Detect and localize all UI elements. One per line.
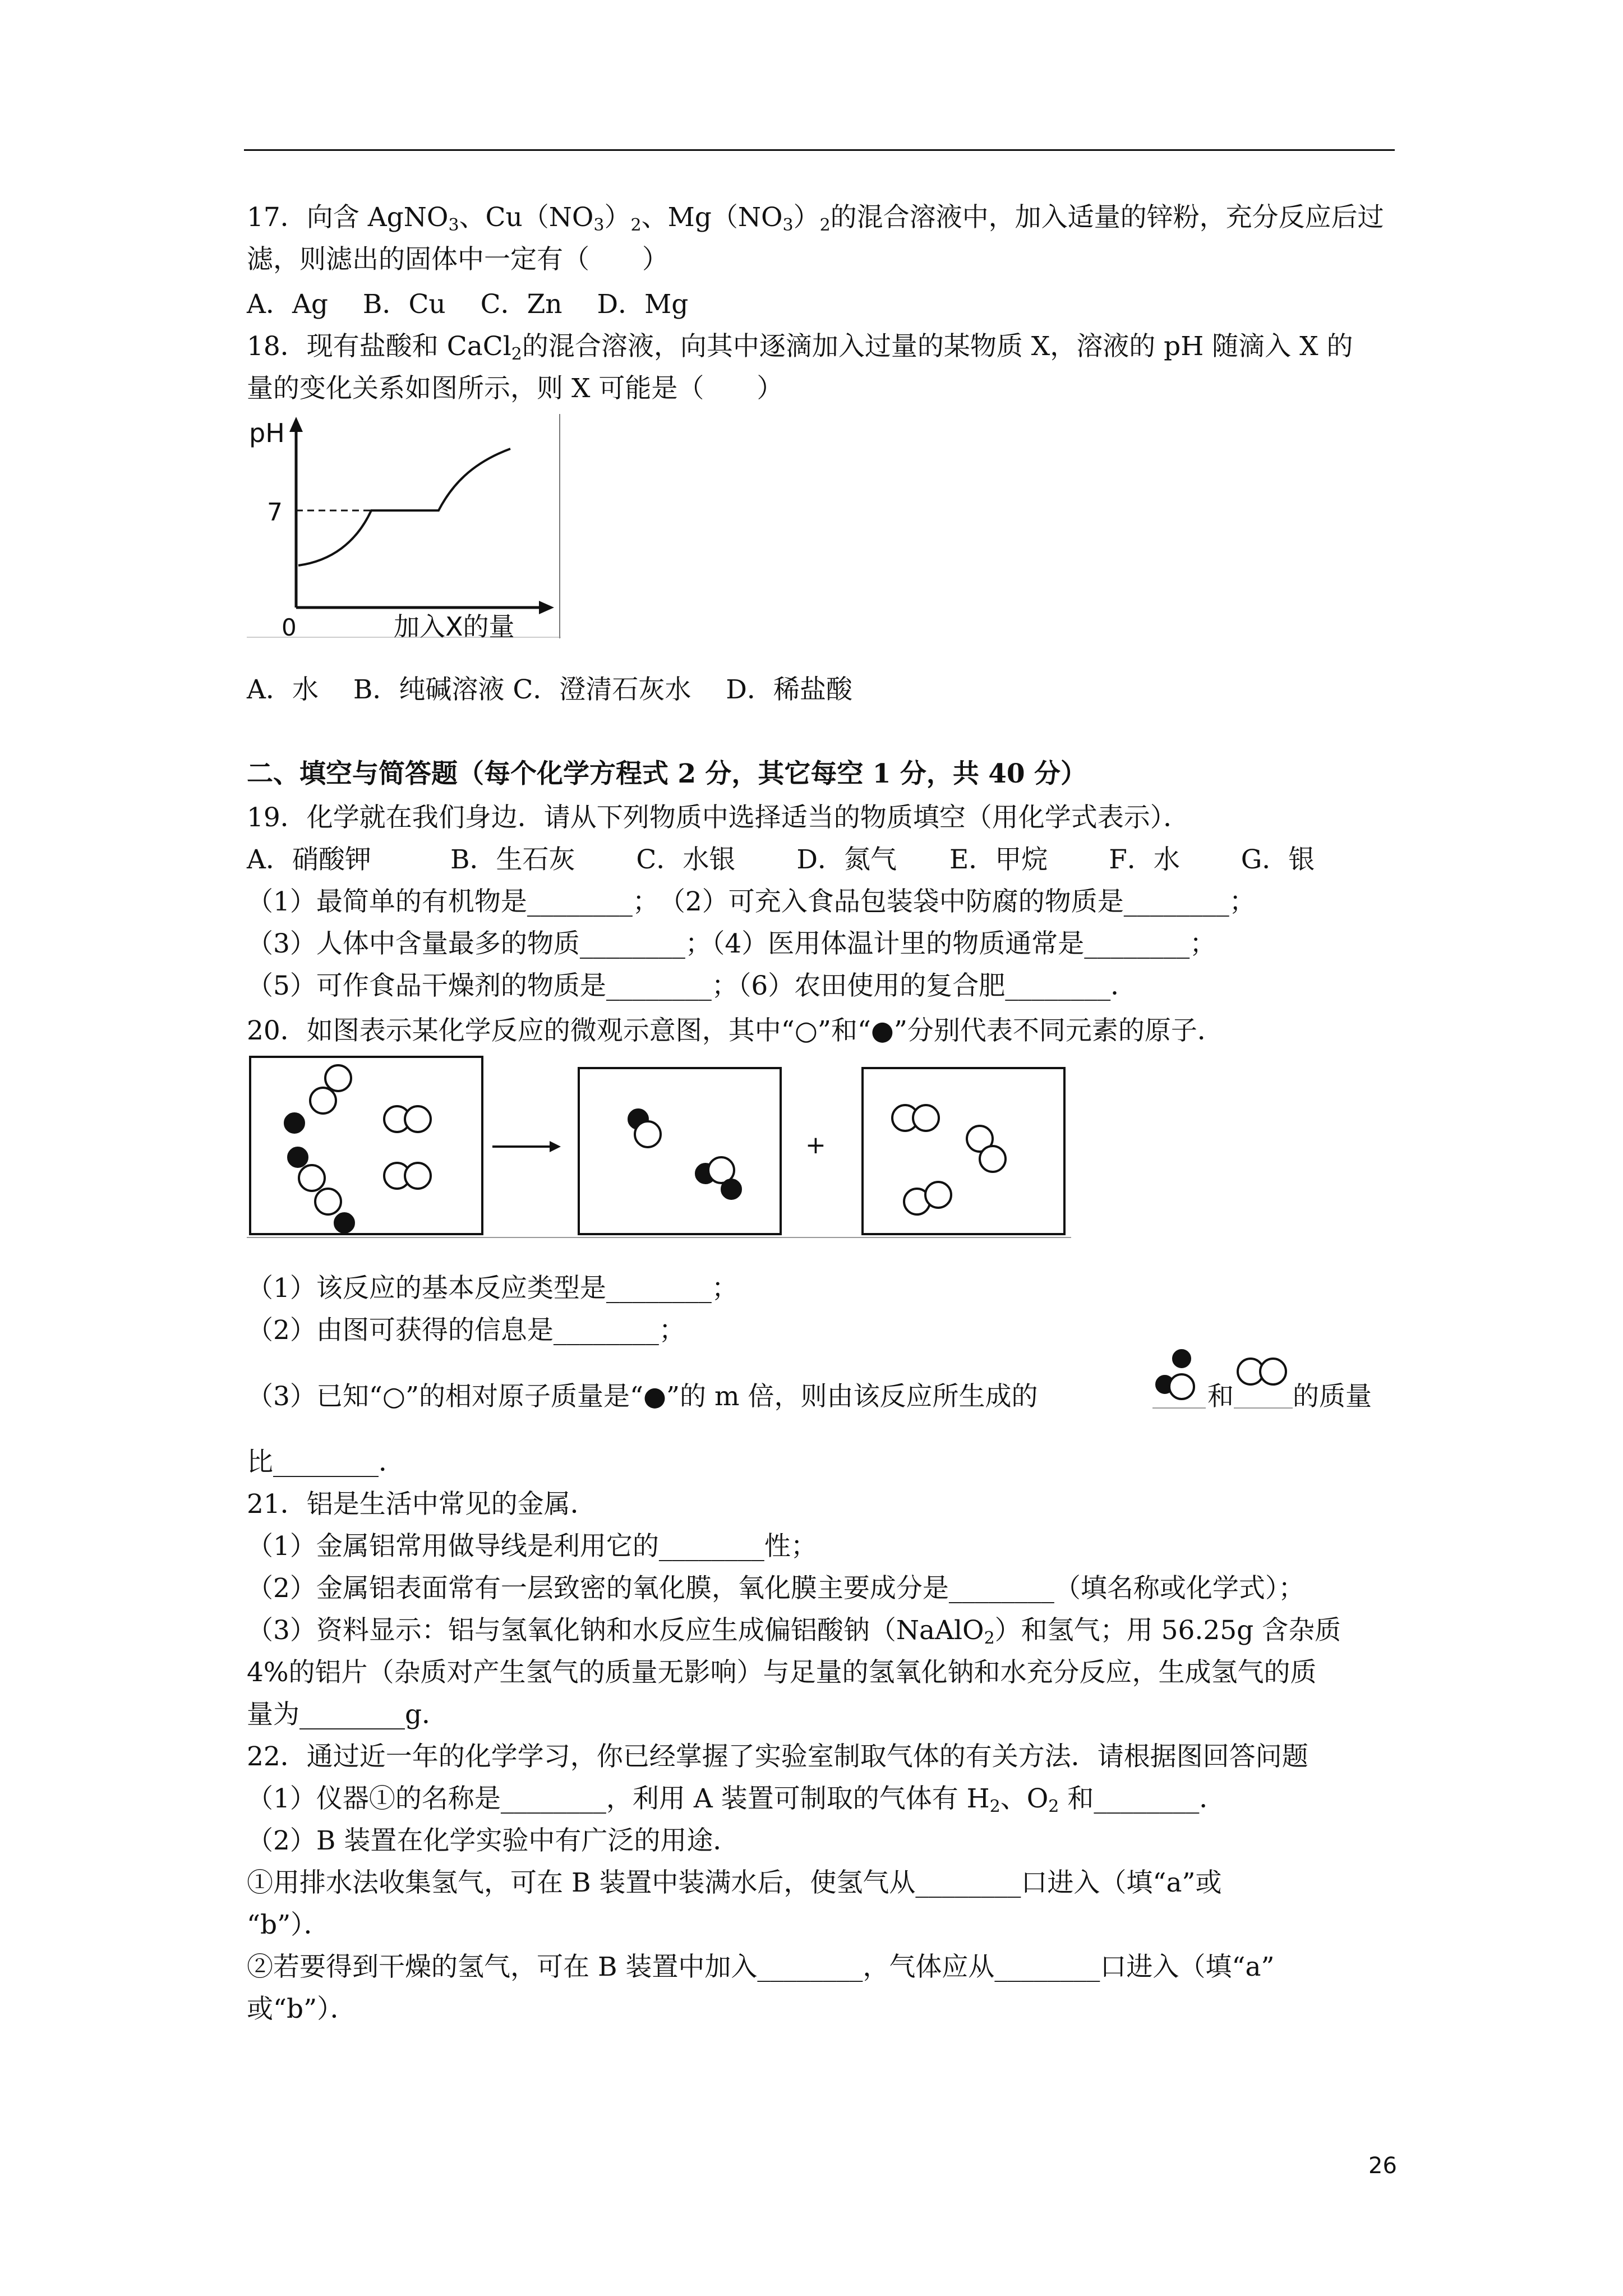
plus-sign: + [805,1131,826,1159]
q20-sub3-line2: 比________． [247,1447,405,1478]
q20-stem: 20．如图表示某化学反应的微观示意图，其中“○”和“●”分别代表不同元素的原子． [247,1015,1224,1046]
q21-sub3-line2: 4%的铝片（杂质对产生氢气的质量无影响）与足量的氢氧化钠和水充分反应，生成氢气的质 [247,1657,1317,1688]
q21-sub2: （2）金属铝表面常有一层致密的氧化膜，氧化膜主要成分是________（填名称或化学式）； [247,1573,1305,1604]
section2-title: 二、填空与简答题（每个化学方程式 2 分，其它每空 1 分，共 40 分） [247,758,1087,789]
q22-stem: 22．通过近一年的化学学习，你已经掌握了实验室制取气体的有关方法．请根据图回答问题 [247,1741,1308,1772]
q22-item1-line2: “b”）． [247,1910,330,1940]
q20-sub3-b: 和 [1207,1381,1234,1412]
graph-origin: 0 [282,614,297,638]
remaining-box [863,1068,1064,1234]
page-number: 26 [1368,2153,1397,2179]
q22-item2-line1: ②若要得到干燥的氢气，可在 B 装置中加入________，气体应从________口进入（填“a” [247,1952,1275,1982]
q17-line2: 滤，则滤出的固体中一定有（ ） [247,244,668,275]
reactants-box [250,1057,482,1234]
q19-sub1: （1）最简单的有机物是________； （2）可充入食品包装袋中防腐的物质是________； [247,886,1256,917]
product-molecule-inline [1152,1346,1206,1414]
q21-sub3-line3: 量为________g． [247,1699,449,1730]
graph-y-tick: 7 [267,498,283,527]
reaction-arrow-icon [550,1141,561,1152]
q17-line1: 17．向含 AgNO$_3$、$Cu(NO_3)_2$、$Mg(NO_3)_2$的混合溶液中，加入适量的锌粉，充分反应后过 [247,202,1384,235]
graph-y-label: pH [249,418,285,448]
q22-sub1: （1）仪器①的名称是________，利用 A 装置可制取的气体有 $H_2$、$O_2$ 和________． [247,1783,1226,1816]
q19-sub2: （3）人体中含量最多的物质________；（4）医用体温计里的物质通常是________； [247,928,1216,959]
q19-stem: 19．化学就在我们身边．请从下列物质中选择适当的物质填空（用化学式表示）． [247,802,1190,833]
q21-sub3: （3）资料显示：铝与氢氧化钠和水反应生成偏铝酸钠（NaAlO$_2$）和氢气；用 56.25g 含杂质 [247,1615,1341,1648]
q20-sub3-a: （3）已知“○”的相对原子质量是“●”的 m 倍，则由该反应所生成的 [247,1381,1038,1412]
header-rule [244,149,1395,151]
q19-choices: A．硝酸钾 B．生石灰 C．水银 D．氮气 E．甲烷 F．水 G．银 [247,844,1315,875]
q22-item2-line2: 或“b”）． [247,1994,357,2024]
q21-sub1: （1）金属铝常用做导线是利用它的________性； [247,1531,817,1562]
element-molecule-inline [1234,1349,1293,1414]
q22-item1-line1: ①用排水法收集氢气，可在 B 装置中装满水后，使氢气从________口进入（填“a”或 [247,1867,1222,1898]
q21-stem: 21．铝是生活中常见的金属． [247,1489,597,1520]
q18-options: A．水 B．纯碱溶液 C．澄清石灰水 D．稀盐酸 [247,674,852,705]
q20-sub2: （2）由图可获得的信息是________； [247,1315,685,1346]
reaction-diagram [247,1055,1071,1240]
graph-x-label: 加入X的量 [394,611,515,638]
q20-sub3-c: 的质量 [1293,1381,1372,1412]
q18-line1: 18．现有盐酸和 CaCl$_2$的混合溶液，向其中逐滴加入过量的某物质 X，溶液的 pH 随滴入 X 的 [247,331,1353,364]
q18-line2: 量的变化关系如图所示，则 X 可能是（ ） [247,373,783,404]
q17-options: A．Ag B．Cu C．Zn D．Mg [247,289,689,320]
products-box [579,1068,781,1234]
q19-sub3: （5）可作食品干燥剂的物质是________；（6）农田使用的复合肥________． [247,970,1137,1001]
q20-sub1: （1）该反应的基本反应类型是________； [247,1273,738,1304]
q22-sub2: （2）B 装置在化学实验中有广泛的用途． [247,1825,740,1856]
ph-graph [247,414,561,638]
